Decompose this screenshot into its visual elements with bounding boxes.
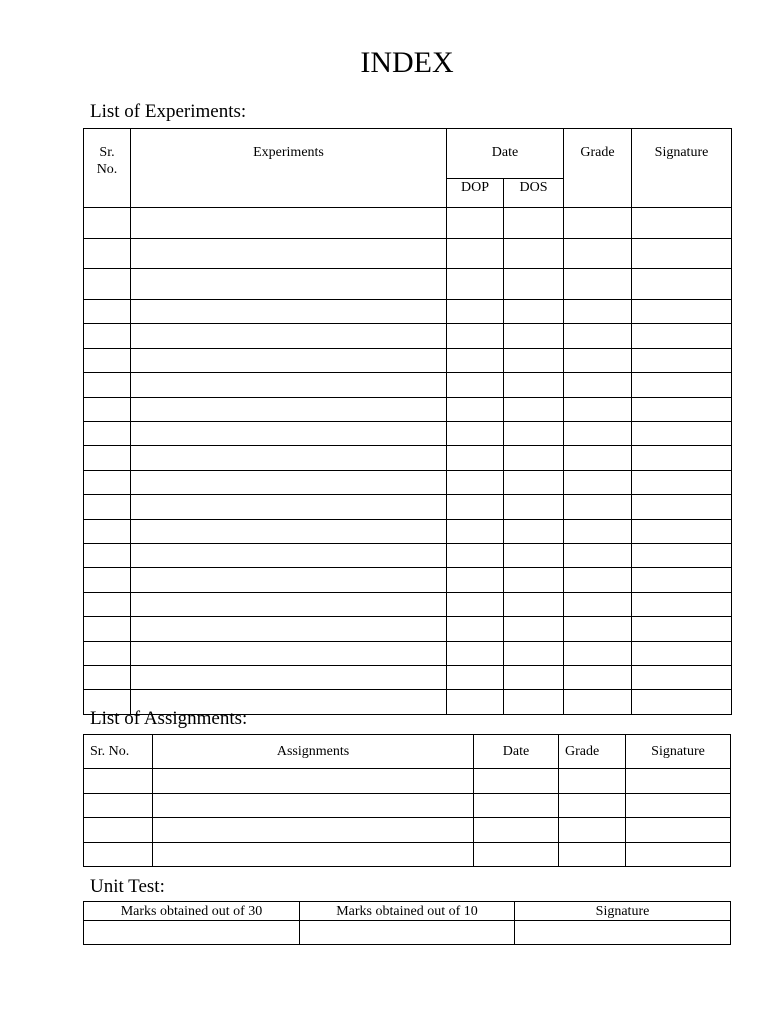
signature-cell[interactable]: [632, 495, 732, 519]
grade-cell[interactable]: [564, 543, 632, 567]
grade-cell[interactable]: [559, 842, 626, 867]
experiment-cell[interactable]: [131, 519, 447, 543]
experiment-cell[interactable]: [131, 543, 447, 567]
experiment-cell[interactable]: [131, 641, 447, 665]
experiment-cell[interactable]: [131, 446, 447, 470]
grade-cell[interactable]: [564, 568, 632, 592]
dop-cell[interactable]: [447, 397, 504, 421]
sr-no-cell[interactable]: [84, 470, 131, 494]
signature-cell[interactable]: [632, 373, 732, 397]
dop-cell[interactable]: [447, 373, 504, 397]
dos-cell[interactable]: [504, 690, 564, 714]
dos-cell[interactable]: [504, 543, 564, 567]
sr-no-cell[interactable]: [84, 793, 153, 818]
dos-cell[interactable]: [504, 208, 564, 239]
experiment-cell[interactable]: [131, 269, 447, 300]
grade-cell[interactable]: [564, 300, 632, 324]
dos-cell[interactable]: [504, 519, 564, 543]
dos-cell[interactable]: [504, 568, 564, 592]
signature-cell[interactable]: [632, 519, 732, 543]
experiment-row: [84, 348, 732, 372]
date-cell[interactable]: [474, 793, 559, 818]
experiment-row: [84, 269, 732, 300]
header-assignments: Assignments: [153, 735, 474, 769]
experiment-cell[interactable]: [131, 348, 447, 372]
marks-30-cell[interactable]: [84, 921, 300, 945]
header-grade: Grade: [564, 129, 632, 208]
header-signature: Signature: [515, 902, 731, 921]
experiment-row: [84, 470, 732, 494]
grade-cell[interactable]: [564, 495, 632, 519]
experiment-row: [84, 446, 732, 470]
grade-cell[interactable]: [564, 665, 632, 689]
signature-cell[interactable]: [626, 793, 731, 818]
dos-cell[interactable]: [504, 470, 564, 494]
sr-no-cell[interactable]: [84, 617, 131, 641]
experiment-cell[interactable]: [131, 592, 447, 616]
header-no-label: No.: [96, 162, 118, 177]
assignment-cell[interactable]: [153, 793, 474, 818]
header-grade: Grade: [559, 735, 626, 769]
grade-cell[interactable]: [564, 519, 632, 543]
dos-cell[interactable]: [504, 348, 564, 372]
experiment-row: [84, 543, 732, 567]
dop-cell[interactable]: [447, 446, 504, 470]
grade-cell[interactable]: [564, 617, 632, 641]
header-sr-no: [84, 129, 131, 208]
signature-cell[interactable]: [632, 592, 732, 616]
date-cell[interactable]: [474, 818, 559, 843]
dop-cell[interactable]: [447, 300, 504, 324]
header-sr-no: Sr. No.: [84, 735, 153, 769]
signature-cell[interactable]: [632, 348, 732, 372]
experiments-header-row: [84, 129, 732, 179]
signature-cell[interactable]: [626, 842, 731, 867]
grade-cell[interactable]: [564, 641, 632, 665]
grade-cell[interactable]: [559, 769, 626, 794]
grade-cell[interactable]: [564, 397, 632, 421]
experiment-cell[interactable]: [131, 300, 447, 324]
experiment-cell[interactable]: [131, 238, 447, 269]
experiment-cell[interactable]: [131, 422, 447, 446]
dos-cell[interactable]: [504, 373, 564, 397]
dop-cell[interactable]: [447, 641, 504, 665]
dos-cell[interactable]: [504, 665, 564, 689]
experiment-cell[interactable]: [131, 470, 447, 494]
sr-no-cell[interactable]: [84, 769, 153, 794]
experiment-cell[interactable]: [131, 373, 447, 397]
dop-cell[interactable]: [447, 269, 504, 300]
dos-cell[interactable]: [504, 422, 564, 446]
signature-cell[interactable]: [626, 769, 731, 794]
header-marks-30: Marks obtained out of 30: [84, 902, 300, 921]
experiment-row: [84, 641, 732, 665]
assignment-cell[interactable]: [153, 818, 474, 843]
dop-cell[interactable]: [447, 324, 504, 348]
sr-no-cell[interactable]: [84, 842, 153, 867]
header-signature: Signature: [632, 129, 732, 208]
grade-cell[interactable]: [564, 324, 632, 348]
dos-cell[interactable]: [504, 617, 564, 641]
dop-cell[interactable]: [447, 519, 504, 543]
grade-cell[interactable]: [564, 446, 632, 470]
experiment-row: [84, 324, 732, 348]
header-date: Date: [447, 129, 564, 179]
signature-cell[interactable]: [632, 269, 732, 300]
experiment-row: [84, 397, 732, 421]
grade-cell[interactable]: [564, 373, 632, 397]
experiment-row: [84, 422, 732, 446]
assignment-row: [84, 769, 731, 794]
experiment-cell[interactable]: [131, 397, 447, 421]
experiment-row: [84, 373, 732, 397]
assignment-cell[interactable]: [153, 769, 474, 794]
sr-no-cell[interactable]: [84, 818, 153, 843]
signature-cell[interactable]: [632, 446, 732, 470]
sr-no-cell[interactable]: [84, 269, 131, 300]
dos-cell[interactable]: [504, 495, 564, 519]
signature-cell[interactable]: [632, 690, 732, 714]
header-dos: DOS: [504, 179, 564, 208]
sr-no-cell[interactable]: [84, 348, 131, 372]
sr-no-cell[interactable]: [84, 641, 131, 665]
date-cell[interactable]: [474, 842, 559, 867]
experiments-table: [83, 128, 732, 715]
sr-no-cell[interactable]: [84, 568, 131, 592]
signature-cell[interactable]: [632, 422, 732, 446]
marks-10-cell[interactable]: [300, 921, 515, 945]
grade-cell[interactable]: [564, 422, 632, 446]
sr-no-cell[interactable]: [84, 208, 131, 239]
grade-cell[interactable]: [564, 592, 632, 616]
assignments-heading: List of Assignments:: [90, 708, 248, 729]
experiment-row: [84, 617, 732, 641]
experiment-cell[interactable]: [131, 568, 447, 592]
experiment-row: [84, 238, 732, 269]
assignments-table: [83, 734, 731, 867]
dos-cell[interactable]: [504, 592, 564, 616]
assignment-row: [84, 842, 731, 867]
dop-cell[interactable]: [447, 238, 504, 269]
experiment-row: [84, 300, 732, 324]
experiment-cell[interactable]: [131, 617, 447, 641]
assignment-cell[interactable]: [153, 842, 474, 867]
sr-no-cell[interactable]: [84, 446, 131, 470]
sr-no-cell[interactable]: [84, 592, 131, 616]
header-sr-label: Sr.: [99, 145, 115, 160]
experiments-heading: List of Experiments:: [90, 101, 247, 122]
signature-cell[interactable]: [632, 665, 732, 689]
dop-cell[interactable]: [447, 470, 504, 494]
dop-cell[interactable]: [447, 348, 504, 372]
dop-cell[interactable]: [447, 543, 504, 567]
grade-cell[interactable]: [564, 470, 632, 494]
sr-no-cell[interactable]: [84, 495, 131, 519]
dop-cell[interactable]: [447, 665, 504, 689]
signature-cell[interactable]: [632, 238, 732, 269]
header-marks-10: Marks obtained out of 10: [300, 902, 515, 921]
signature-cell[interactable]: [626, 818, 731, 843]
grade-cell[interactable]: [564, 269, 632, 300]
experiment-cell[interactable]: [131, 665, 447, 689]
dop-cell[interactable]: [447, 592, 504, 616]
grade-cell[interactable]: [564, 690, 632, 714]
grade-cell[interactable]: [559, 818, 626, 843]
dos-cell[interactable]: [504, 324, 564, 348]
dop-cell[interactable]: [447, 617, 504, 641]
signature-cell[interactable]: [515, 921, 731, 945]
experiment-cell[interactable]: [131, 324, 447, 348]
experiment-row: [84, 568, 732, 592]
sr-no-cell[interactable]: [84, 300, 131, 324]
signature-cell[interactable]: [632, 617, 732, 641]
signature-cell[interactable]: [632, 641, 732, 665]
dop-cell[interactable]: [447, 568, 504, 592]
sr-no-cell[interactable]: [84, 422, 131, 446]
signature-cell[interactable]: [632, 543, 732, 567]
dos-cell[interactable]: [504, 397, 564, 421]
unit-test-header-row: [84, 902, 731, 921]
grade-cell[interactable]: [559, 793, 626, 818]
grade-cell[interactable]: [564, 238, 632, 269]
signature-cell[interactable]: [632, 568, 732, 592]
header-dop: DOP: [447, 179, 504, 208]
header-date: Date: [474, 735, 559, 769]
grade-cell[interactable]: [564, 208, 632, 239]
dop-cell[interactable]: [447, 422, 504, 446]
dos-cell[interactable]: [504, 238, 564, 269]
signature-cell[interactable]: [632, 470, 732, 494]
experiment-row: [84, 519, 732, 543]
sr-no-cell[interactable]: [84, 373, 131, 397]
dop-cell[interactable]: [447, 208, 504, 239]
dos-cell[interactable]: [504, 300, 564, 324]
signature-cell[interactable]: [632, 324, 732, 348]
experiment-row: [84, 208, 732, 239]
experiment-cell[interactable]: [131, 208, 447, 239]
unit-test-heading: Unit Test:: [90, 876, 165, 897]
dos-cell[interactable]: [504, 641, 564, 665]
sr-no-cell[interactable]: [84, 519, 131, 543]
assignment-row: [84, 793, 731, 818]
dop-cell[interactable]: [447, 690, 504, 714]
signature-cell[interactable]: [632, 397, 732, 421]
assignment-row: [84, 818, 731, 843]
dop-cell[interactable]: [447, 495, 504, 519]
unit-test-row: [84, 921, 731, 945]
sr-no-cell[interactable]: [84, 397, 131, 421]
experiment-cell[interactable]: [131, 495, 447, 519]
sr-no-cell[interactable]: [84, 238, 131, 269]
dos-cell[interactable]: [504, 446, 564, 470]
experiment-row: [84, 665, 732, 689]
sr-no-cell[interactable]: [84, 665, 131, 689]
date-cell[interactable]: [474, 769, 559, 794]
sr-no-cell[interactable]: [84, 543, 131, 567]
sr-no-cell[interactable]: [84, 324, 131, 348]
page-title: INDEX: [360, 46, 454, 79]
assignments-header-row: [84, 735, 731, 769]
signature-cell[interactable]: [632, 300, 732, 324]
header-signature: Signature: [626, 735, 731, 769]
experiment-row: [84, 495, 732, 519]
grade-cell[interactable]: [564, 348, 632, 372]
header-experiments: Experiments: [131, 129, 447, 208]
experiment-row: [84, 592, 732, 616]
dos-cell[interactable]: [504, 269, 564, 300]
signature-cell[interactable]: [632, 208, 732, 239]
unit-test-table: [83, 901, 731, 945]
